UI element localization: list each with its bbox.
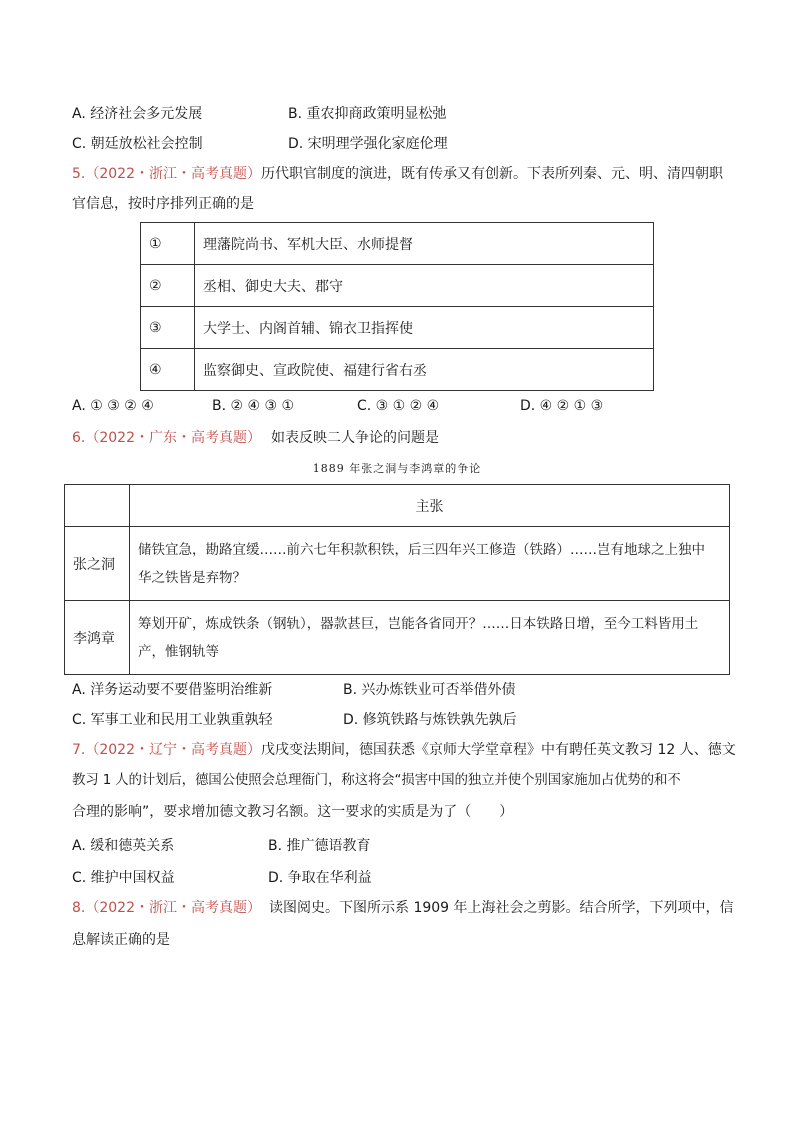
q6-row-content [130,601,730,675]
q6-table [64,484,730,675]
q6-row1-line2: 华之铁皆是弃物？ [138,569,246,586]
q5-row-number: ④ [141,349,195,391]
q5-stem-text: 历代职官制度的演进，既有传承又有创新。下表所列秦、元、明、清四朝职 [261,166,723,182]
q6-source: （2022・广东・高考真题） [85,430,261,446]
q6-header-empty [65,485,130,527]
q6-row1-line1: 储铁宜急，勘路宜缓……前六七年积款积铁，后三四年兴工修造（铁路）……岂有地球之上独中 [138,541,705,558]
q5-option-d[interactable]: D. ④ ② ① ③ [520,398,604,414]
q6-option-d[interactable]: D. 修筑铁路与炼铁孰先孰后 [343,712,517,728]
q5-row-number: ① [141,223,195,265]
q6-number: 6. [72,430,86,446]
q5-option-a[interactable]: A. ① ③ ② ④ [72,398,154,414]
q5-row-text: 监察御史、宣政院使、福建行省右丞 [195,349,654,391]
q7-option-b[interactable]: B. 推广德语教育 [268,838,371,854]
q6-row2-line2: 产，惟钢轨等 [138,643,219,660]
q7-stem-line1 [72,740,736,760]
q8-source: （2022・浙江・高考真题） [85,900,261,916]
q8-stem-line1 [72,898,734,918]
q5-row-number: ③ [141,307,195,349]
q6-row-name: 李鸿章 [65,601,130,675]
q5-option-b[interactable]: B. ② ④ ③ ① [212,398,295,414]
table-row [65,601,730,675]
q8-number: 8. [72,900,86,916]
q7-stem-line3: 合理的影响”，要求增加德文教习名额。这一要求的实质是为了（ ） [72,804,514,820]
q4-option-d[interactable]: D. 宋明理学强化家庭伦理 [288,136,448,152]
q6-row2-line1: 筹划开矿，炼成铁条（钢轨），器款甚巨，岂能各省同开？……日本铁路日增，至今工料皆用土 [138,615,699,632]
table-row [141,223,654,265]
q7-stem-line2: 教习 1 人的计划后，德国公使照会总理衙门，称这将会“损害中国的独立并使个别国家施加占优势的和不 [72,772,681,788]
q4-option-c[interactable]: C. 朝廷放松社会控制 [72,136,203,152]
q5-row-number: ② [141,265,195,307]
q5-number: 5. [72,166,86,182]
q4-option-b[interactable]: B. 重农抑商政策明显松弛 [288,106,447,122]
q6-option-b[interactable]: B. 兴办炼铁业可否举借外债 [343,682,516,698]
q7-option-d[interactable]: D. 争取在华利益 [268,870,372,886]
q6-stem-text: 如表反映二人争论的问题是 [271,430,439,446]
table-row [65,527,730,601]
q5-option-c[interactable]: C. ③ ① ② ④ [357,398,440,414]
q5-row-text: 丞相、御史大夫、郡守 [195,265,654,307]
q6-header-claim: 主张 [130,485,730,527]
table-row [65,485,730,527]
q7-number: 7. [72,742,86,758]
q6-row-content [130,527,730,601]
q6-stem-line [72,428,439,448]
q5-source: （2022・浙江・高考真题） [85,166,261,182]
table-row [141,307,654,349]
q5-stem-line1 [72,164,723,184]
q7-option-a[interactable]: A. 缓和德英关系 [72,838,175,854]
q7-source: （2022・辽宁・高考真题） [85,742,261,758]
q5-row-text: 大学士、内阁首辅、锦衣卫指挥使 [195,307,654,349]
q6-option-c[interactable]: C. 军事工业和民用工业孰重孰轻 [72,712,273,728]
q7-stem-text: 戊戌变法期间，德国获悉《京师大学堂章程》中有聘任英文教习 12 人、德文 [261,742,736,758]
q5-row-text: 理藩院尚书、军机大臣、水师提督 [195,223,654,265]
q7-option-c[interactable]: C. 维护中国权益 [72,870,175,886]
q8-stem-text: 读图阅史。下图所示系 1909 年上海社会之剪影。结合所学，下列项中，信 [269,900,734,916]
q4-option-a[interactable]: A. 经济社会多元发展 [72,106,203,122]
q8-stem-line2: 息解读正确的是 [72,932,170,948]
q6-row-name: 张之洞 [65,527,130,601]
q5-stem-line2: 官信息，按时序排列正确的是 [72,196,254,212]
q5-table [140,222,654,391]
table-row [141,265,654,307]
q6-table-caption: 1889 年张之洞与李鸿章的争论 [312,462,482,475]
table-row [141,349,654,391]
q6-option-a[interactable]: A. 洋务运动要不要借鉴明治维新 [72,682,273,698]
